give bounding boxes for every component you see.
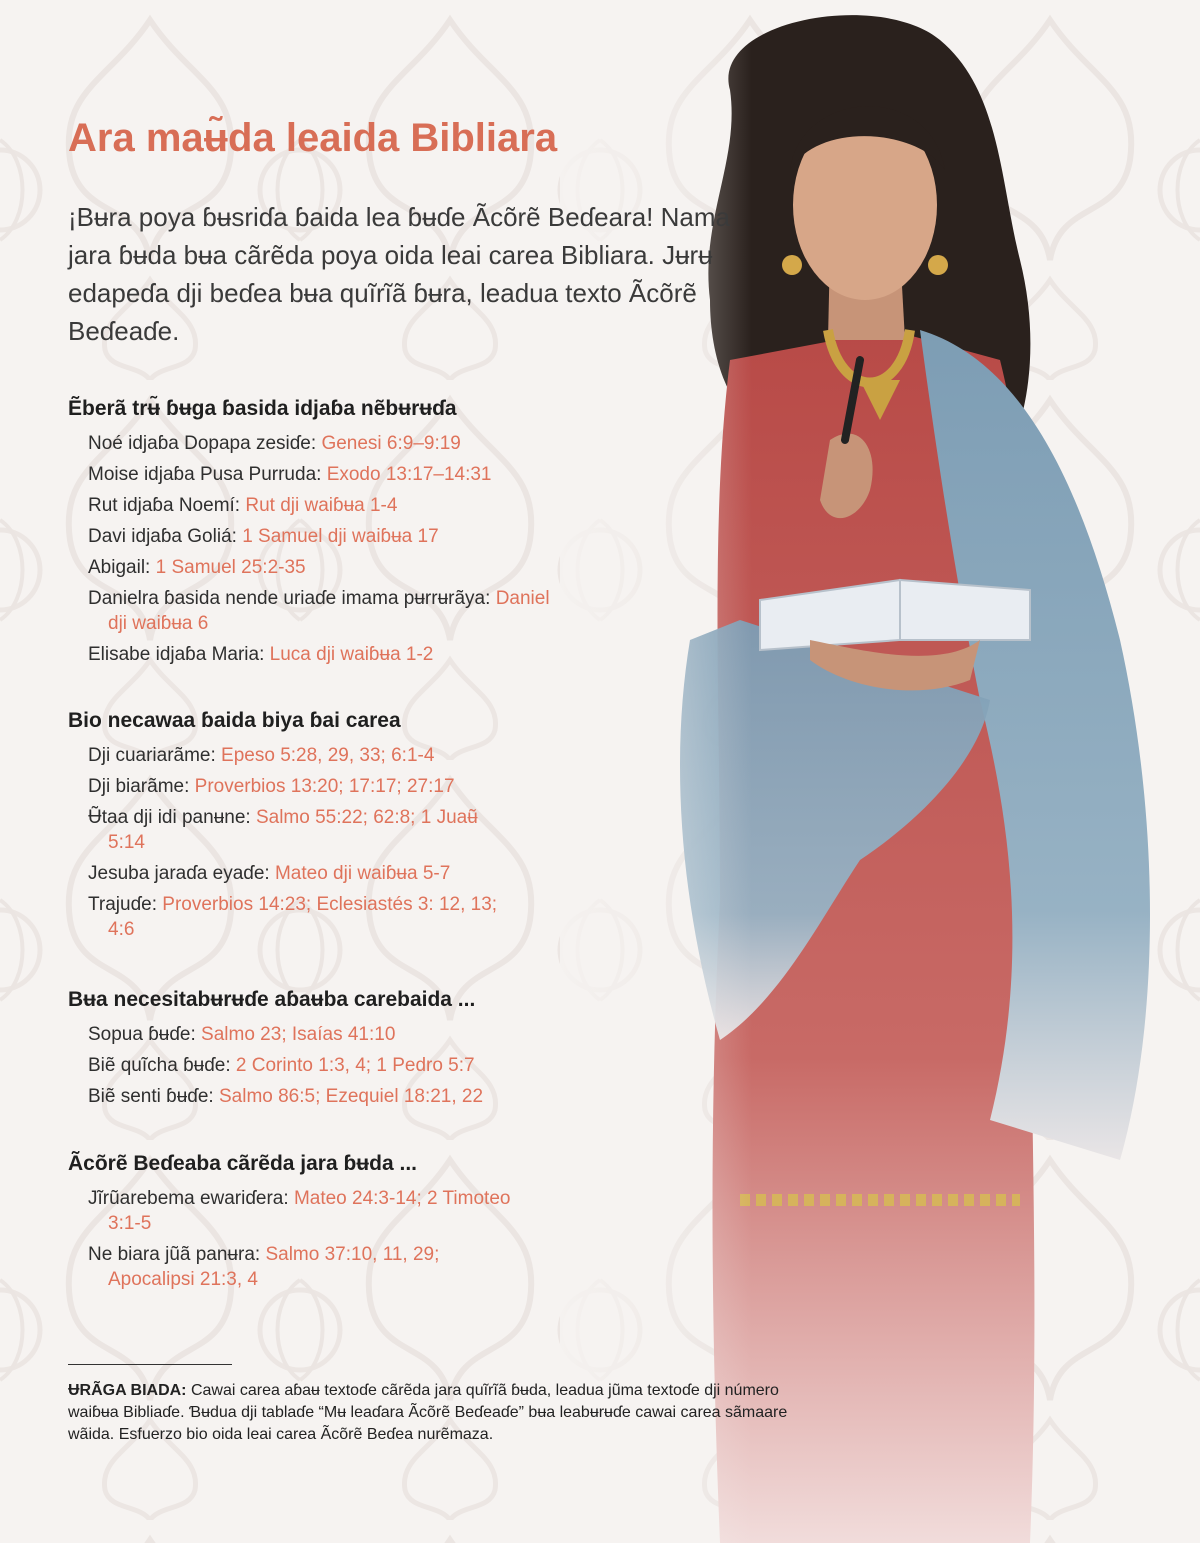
list-item: Jesuba jaraɗa eyaɗe: Mateo dji waiɓʉa 5-7 [88,863,451,884]
scripture-reference: Salmo 23; Isaías 41:10 [201,1024,396,1045]
list-item: Rut idjaɓa Noemí: Rut dji waiɓʉa 1-4 [88,495,398,516]
section-heading: Ãcõrẽ Beɗeaba cãrẽda jara ɓʉda ... [68,1152,417,1175]
list-item: Abigail: 1 Samuel 25:2-35 [88,557,306,578]
section-heading: Bʉa necesitabʉrʉɗe aɓaʉba carebaida ... [68,988,476,1011]
list-item: Moise idjaɓa Pusa Purruda: Exodo 13:17–14:31 [88,464,492,485]
section-help [68,988,768,1115]
scripture-reference: Exodo 13:17–14:31 [326,464,492,485]
list-item: Biẽ quĩcha ɓʉɗe: 2 Corinto 1:3, 4; 1 Pedro 5:7 [88,1055,475,1076]
section-daily-life [68,709,768,948]
footnote-text: Cawai carea aɓaʉ textoɗe cãrẽda jara quĩrĩã ɓʉda, leadua jũma textoɗe dji número waiɓʉa Bibliaɗe. Ɓʉdua dji tablaɗe “Mʉ leaɗara Ãcõrẽ Beɗeaɗe” bʉa leabʉrʉɗe cawai carea sãmaare wãida. Esfuerzo bio oida leai carea Ãcõrẽ Beɗea nurẽmaza. [68,1382,788,1443]
scripture-reference: Rut dji waiɓʉa 1-4 [245,495,398,516]
list-item: Danielra ɓasida nende uriaɗe imama pʉrrʉrãya: Daniel dji waiɓʉa 6 [88,588,550,634]
scripture-reference: 1 Samuel dji waiɓʉa 17 [242,526,439,547]
reference-list [68,1022,768,1109]
list-item: Biẽ senti ɓʉɗe: Salmo 86:5; Ezequiel 18:21, 22 [88,1086,484,1107]
section-bible-says [68,1152,768,1298]
section-characters [68,397,768,673]
reference-list [68,1186,768,1292]
section-heading: Bio necawaa ɓaida biya ɓai carea [68,709,401,732]
footnote [68,1380,808,1446]
scripture-reference: Genesi 6:9–9:19 [321,433,461,454]
list-item: Ne biara jũã panʉra: Salmo 37:10, 11, 29; Apocalipsi 21:3, 4 [88,1244,440,1290]
scripture-reference: 1 Samuel 25:2-35 [155,557,306,578]
footnote-divider [68,1364,232,1365]
scripture-reference: Proverbios 14:23; Eclesiastés 3: 12, 13; 4:6 [108,894,498,940]
scripture-reference: Salmo 86:5; Ezequiel 18:21, 22 [218,1086,484,1107]
list-item: Elisabe idjaɓa Maria: Luca dji waiɓʉa 1-2 [88,644,434,665]
reference-list [68,743,768,942]
reference-list [68,431,768,667]
scripture-reference: Salmo 55:22; 62:8; 1 Juaʉ̃ 5:14 [108,807,478,853]
scripture-reference: Mateo 24:3-14; 2 Timoteo 3:1-5 [108,1188,511,1234]
scripture-reference: Luca dji waiɓʉa 1-2 [269,644,434,665]
list-item: Trajuɗe: Proverbios 14:23; Eclesiastés 3: 12, 13; 4:6 [88,894,498,940]
list-item: Dji cuariarãme: Epeso 5:28, 29, 33; 6:1-4 [88,745,435,766]
list-item: Sopua ɓʉɗe: Salmo 23; Isaías 41:10 [88,1024,396,1045]
scripture-reference: Epeso 5:28, 29, 33; 6:1-4 [221,745,435,766]
list-item: Noé idjaɓa Dopapa zesiɗe: Genesi 6:9–9:19 [88,433,461,454]
scripture-reference: Salmo 37:10, 11, 29; Apocalipsi 21:3, 4 [108,1244,440,1290]
scripture-reference: Daniel dji waiɓʉa 6 [108,588,550,634]
list-item: Davi idjaɓa Goliá: 1 Samuel dji waiɓʉa 17 [88,526,439,547]
list-item: Jĩrũarebema ewariɗera: Mateo 24:3-14; 2 Timoteo 3:1-5 [88,1188,511,1234]
scripture-reference: 2 Corinto 1:3, 4; 1 Pedro 5:7 [235,1055,475,1076]
intro-paragraph: ¡Bʉra poya ɓʉsriɗa ɓaida lea ɓʉɗe Ãcõrẽ Beɗeara! Nama jara ɓʉda bʉa cãrẽda poya oida leai carea Bibliara. Jʉrʉ edapeɗa dji beɗea bʉa quĩrĩã ɓʉra, leadua texto Ãcõrẽ Beɗeaɗe. [68,202,730,346]
scripture-reference: Mateo dji waiɓʉa 5-7 [274,863,451,884]
scripture-reference: Proverbios 13:20; 17:17; 27:17 [194,776,455,797]
list-item: Dji biarãme: Proverbios 13:20; 17:17; 27:17 [88,776,455,797]
footnote-label: ɄRÃGA BIADA: [68,1382,187,1399]
page-title: Ara maʉ̃da leaida Bibliara [68,116,558,160]
list-item: Ʉ̃taa dji idi panʉne: Salmo 55:22; 62:8; 1 Juaʉ̃ 5:14 [88,807,478,853]
section-heading: Ẽberã trʉ̃ ɓʉga ɓasida idjaɓa nẽbʉrʉɗa [68,397,457,420]
